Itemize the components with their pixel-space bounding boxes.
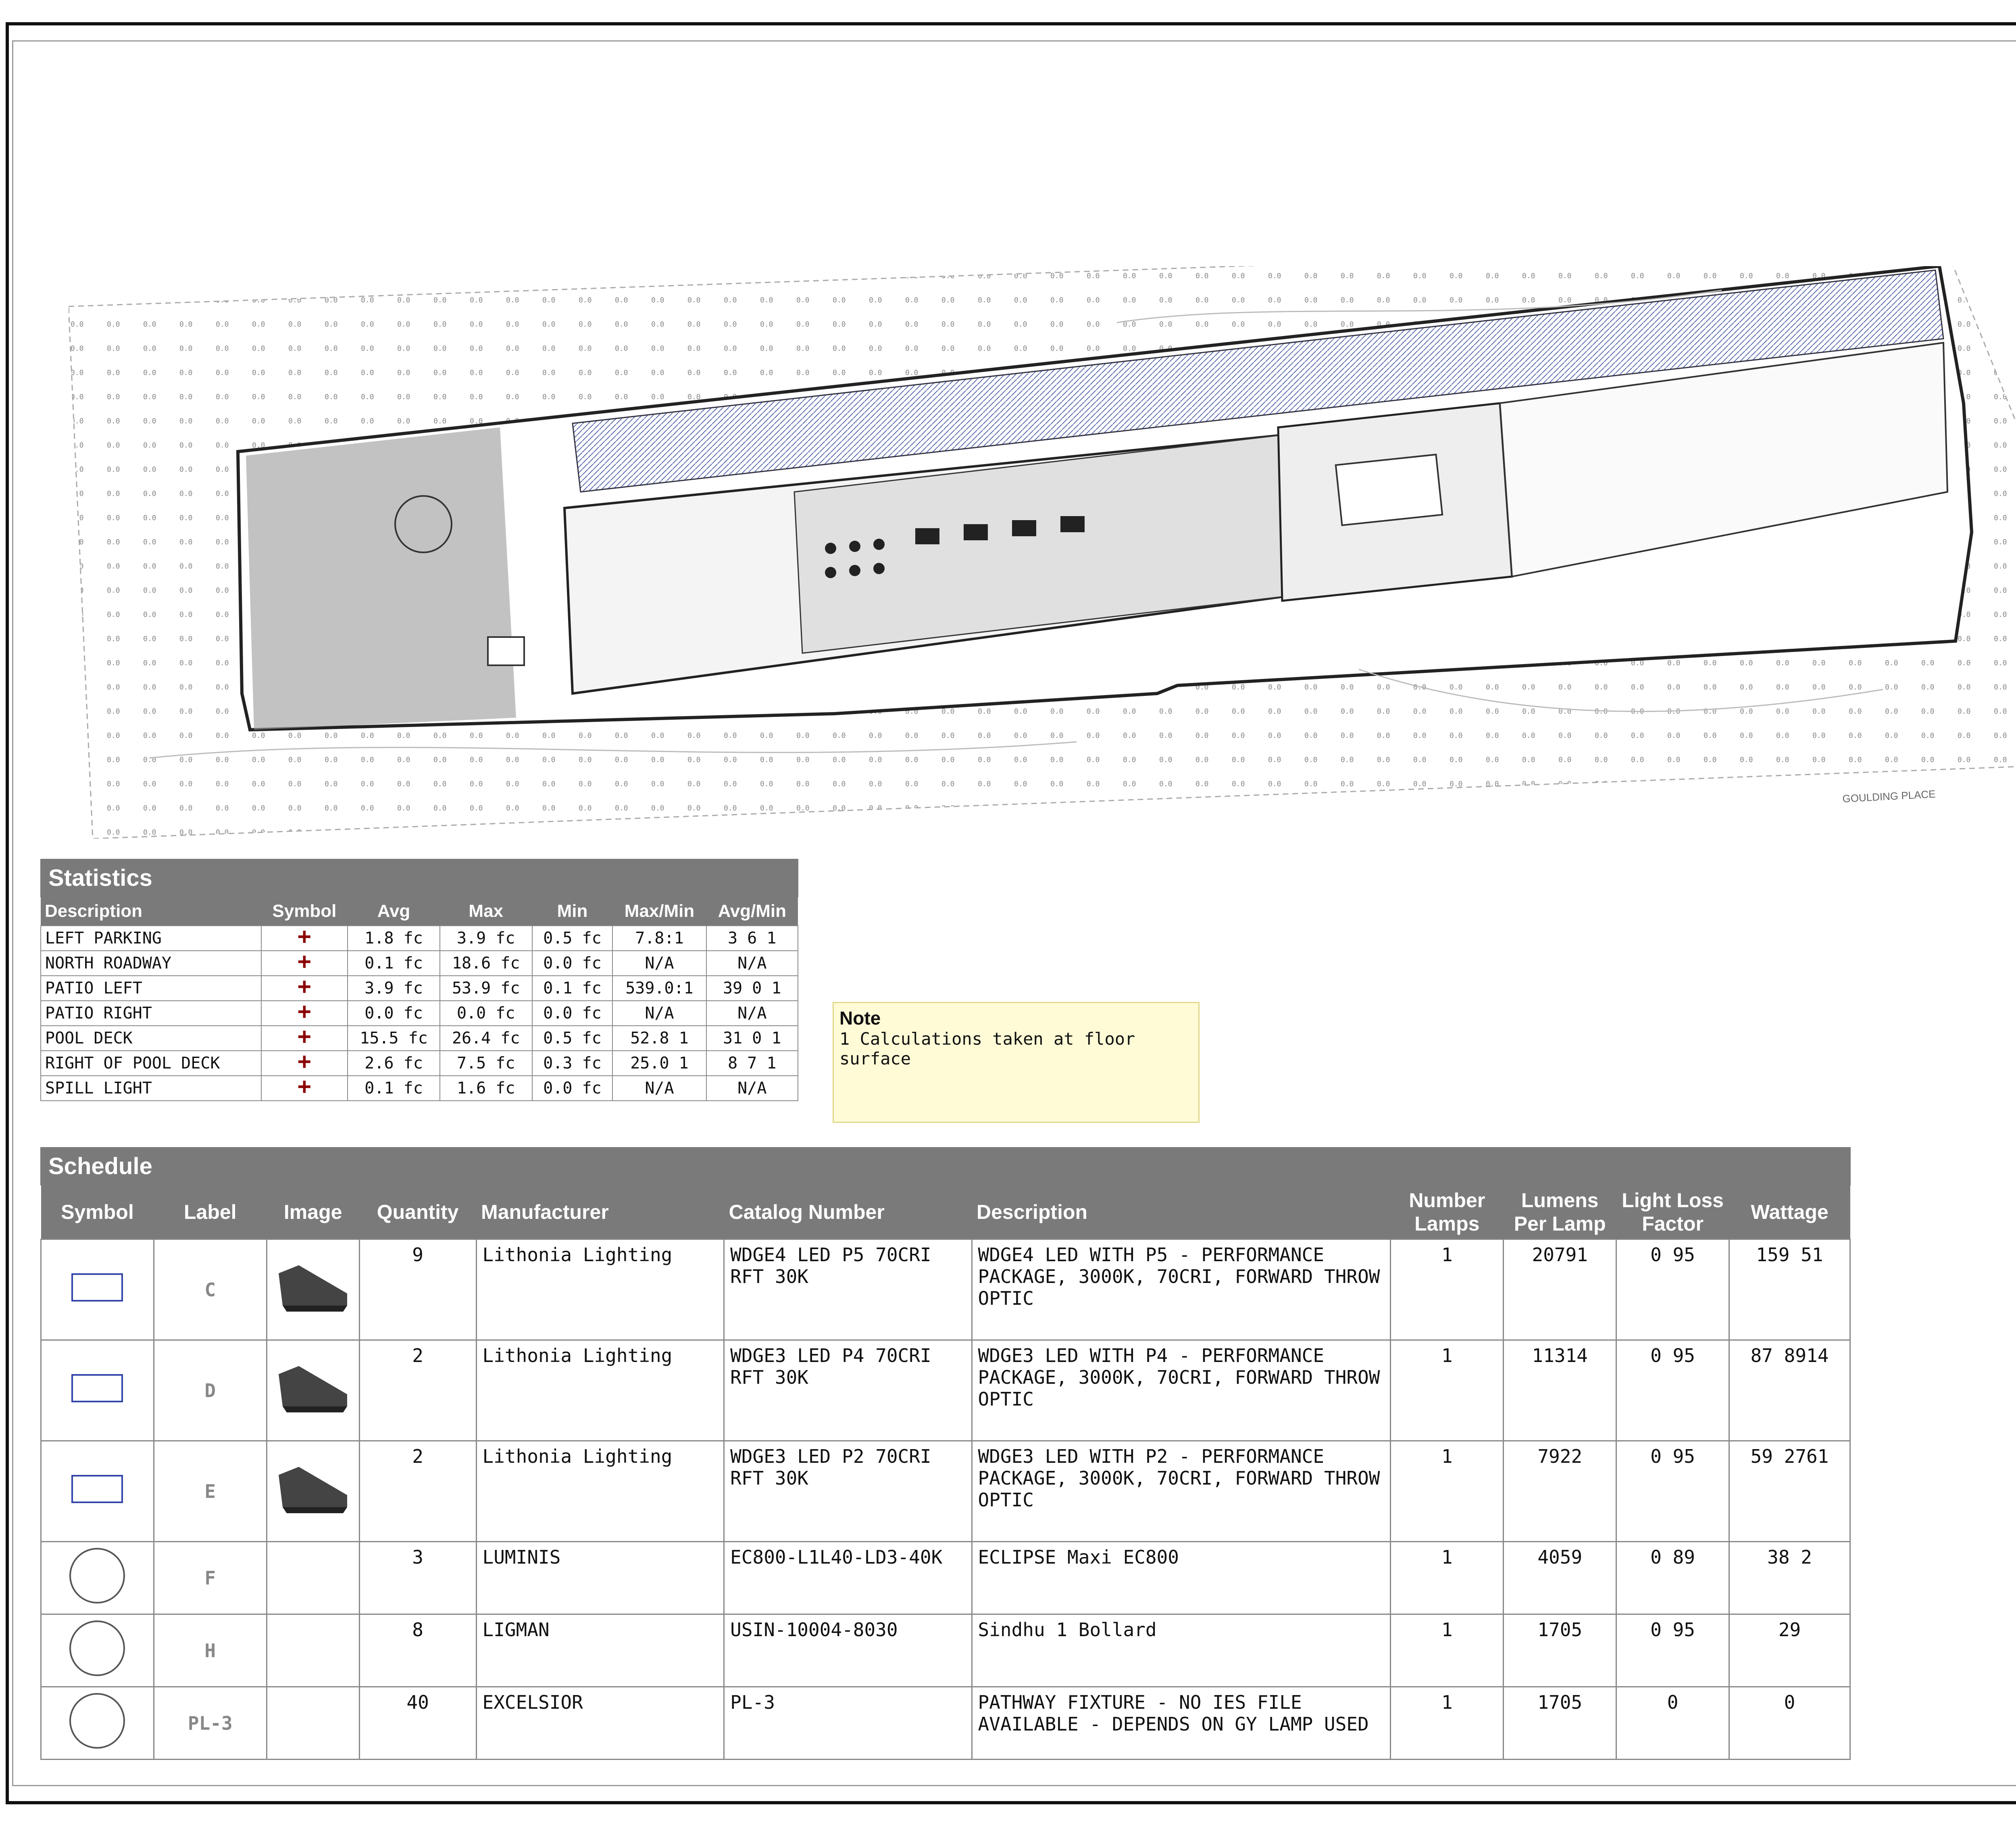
stat-avg: 15.5 fc <box>360 1029 428 1048</box>
col-lumens-l2: Per Lamp <box>1514 1212 1606 1235</box>
stat-max-cell <box>440 926 532 951</box>
col-lumens-l1: Lumens <box>1521 1189 1599 1212</box>
stat-avg-cell <box>348 1051 440 1076</box>
col-min: Min <box>532 897 613 926</box>
fixture-manufacturer: LUMINIS <box>476 1542 724 1614</box>
fixture-catalog-number: EC800-L1L40-LD3-40K <box>724 1542 972 1614</box>
circle-symbol-icon <box>69 1548 125 1604</box>
stat-avg-min-cell <box>706 1026 798 1051</box>
stat-avg-min-cell <box>706 926 798 951</box>
fixture-image <box>267 1614 359 1687</box>
fixture-catalog-number: WDGE3 LED P4 70CRI RFT 30K <box>724 1340 972 1441</box>
stat-symbol: + <box>298 923 311 950</box>
stat-min-cell <box>532 1026 613 1051</box>
schedule-header-row <box>41 1185 1850 1239</box>
stat-min: 0.0 fc <box>543 1079 602 1098</box>
fixture-description: Sindhu 1 Bollard <box>972 1614 1391 1687</box>
rectangle-symbol-icon <box>71 1374 123 1402</box>
stat-description: PATIO LEFT <box>45 979 142 998</box>
stat-description: POOL DECK <box>45 1029 133 1048</box>
wallpack-icon <box>275 1257 351 1318</box>
stat-avg-min-cell <box>706 1076 798 1101</box>
stat-max-cell <box>440 1026 532 1051</box>
fixture-image <box>267 1687 359 1760</box>
fixture-light-loss-factor: 0 89 <box>1616 1542 1729 1614</box>
stat-avg-cell <box>348 1076 440 1101</box>
fixture-catalog-number: USIN-10004-8030 <box>724 1614 972 1687</box>
fixture-wattage: 87 8914 <box>1729 1340 1850 1441</box>
stat-max-min: N/A <box>645 1004 674 1023</box>
fixture-light-loss-factor: 0 95 <box>1616 1614 1729 1687</box>
fixture-number-lamps: 1 <box>1391 1441 1504 1542</box>
fixture-manufacturer: Lithonia Lighting <box>476 1441 724 1542</box>
stat-avg-min: 39 0 1 <box>723 979 781 998</box>
fixture-label: PL-3 <box>154 1687 267 1760</box>
fixture-description: WDGE3 LED WITH P2 - PERFORMANCE PACKAGE, 3000K, 70CRI, FORWARD THROW OPTIC <box>972 1441 1391 1542</box>
stat-max-cell <box>440 1076 532 1101</box>
fixture-number-lamps: 1 <box>1391 1542 1504 1614</box>
col-lumens <box>1504 1185 1616 1239</box>
col-manufacturer: Manufacturer <box>476 1185 724 1239</box>
stat-max-cell <box>440 1051 532 1076</box>
statistics-row <box>41 951 798 976</box>
rectangle-symbol-icon <box>71 1273 123 1302</box>
stat-min: 0.5 fc <box>543 1029 602 1048</box>
fixture-quantity: 8 <box>359 1614 476 1687</box>
stat-min-cell <box>532 1051 613 1076</box>
stat-description-cell <box>41 926 261 951</box>
pool <box>1336 454 1442 525</box>
fixture-quantity: 3 <box>359 1542 476 1614</box>
statistics-row <box>41 926 798 951</box>
parking-structure <box>488 637 524 665</box>
fixture-number-lamps: 1 <box>1391 1614 1504 1687</box>
fixture-description: WDGE3 LED WITH P4 - PERFORMANCE PACKAGE, 3000K, 70CRI, FORWARD THROW OPTIC <box>972 1340 1391 1441</box>
fixture-manufacturer: LIGMAN <box>476 1614 724 1687</box>
statistics-table <box>40 897 798 1101</box>
fixture-light-loss-factor: 0 95 <box>1616 1340 1729 1441</box>
fixture-label: H <box>154 1614 267 1687</box>
stat-symbol: + <box>298 1023 311 1050</box>
col-max: Max <box>440 897 532 926</box>
statistics-title: Statistics <box>40 859 798 897</box>
stat-max: 26.4 fc <box>452 1029 520 1048</box>
fixture-quantity: 2 <box>359 1340 476 1441</box>
fixture-symbol <box>41 1614 154 1687</box>
fixture-light-loss-factor: 0 <box>1616 1687 1729 1760</box>
stat-description: LEFT PARKING <box>45 929 162 948</box>
fixture-symbol <box>41 1239 154 1340</box>
stat-max-cell <box>440 976 532 1001</box>
fixture-image <box>267 1340 359 1441</box>
col-avg-min: Avg/Min <box>706 897 798 926</box>
col-number-lamps <box>1391 1185 1504 1239</box>
stat-min-cell <box>532 976 613 1001</box>
col-image: Image <box>267 1185 359 1239</box>
stat-avg: 0.1 fc <box>364 1079 423 1098</box>
stat-symbol-cell <box>261 923 348 951</box>
fixture-symbol <box>41 1441 154 1542</box>
fixture-wattage: 159 51 <box>1729 1239 1850 1340</box>
rectangle-symbol-icon <box>71 1475 123 1503</box>
stat-avg: 3.9 fc <box>364 979 423 998</box>
schedule-row <box>41 1441 1850 1542</box>
fixture-light-loss-factor: 0 95 <box>1616 1239 1729 1340</box>
stat-avg: 0.0 fc <box>364 1004 423 1023</box>
stat-max: 0.0 fc <box>456 1004 515 1023</box>
stat-avg-min: 8 7 1 <box>728 1054 777 1073</box>
stat-min: 0.0 fc <box>543 954 602 973</box>
fixture-image <box>267 1542 359 1614</box>
stat-avg-cell <box>348 976 440 1001</box>
statistics-header-row <box>41 897 798 926</box>
note-title: Note <box>839 1008 881 1029</box>
stat-avg-min-cell <box>706 1001 798 1026</box>
stat-description: RIGHT OF POOL DECK <box>45 1054 220 1073</box>
stat-symbol-cell <box>261 973 348 1001</box>
stat-avg-min-cell <box>706 951 798 976</box>
wallpack-icon <box>275 1358 351 1418</box>
fixture-label: D <box>154 1340 267 1441</box>
stat-max-min-cell <box>612 1001 706 1026</box>
stat-symbol-cell <box>261 1023 348 1051</box>
stat-min: 0.5 fc <box>543 929 602 948</box>
stat-min-cell <box>532 951 613 976</box>
statistics-row <box>41 1076 798 1101</box>
stat-max-min: 7.8:1 <box>635 929 684 948</box>
fixture-lumens: 1705 <box>1504 1614 1616 1687</box>
stat-max-min: 52.8 1 <box>630 1029 689 1048</box>
schedule-panel <box>40 1147 1851 1760</box>
fixture-light-loss-factor: 0 95 <box>1616 1441 1729 1542</box>
stat-description-cell <box>41 951 261 976</box>
stat-max-min: 25.0 1 <box>630 1054 689 1073</box>
stat-symbol: + <box>298 948 311 975</box>
fixture-symbol <box>41 1687 154 1760</box>
fixture-number-lamps: 1 <box>1391 1340 1504 1441</box>
fixture-wattage: 59 2761 <box>1729 1441 1850 1542</box>
col-label: Label <box>154 1185 267 1239</box>
col-avg: Avg <box>348 897 440 926</box>
statistics-row <box>41 1026 798 1051</box>
fixture-catalog-number: WDGE4 LED P5 70CRI RFT 30K <box>724 1239 972 1340</box>
fixture-number-lamps: 1 <box>1391 1687 1504 1760</box>
col-max-min: Max/Min <box>612 897 706 926</box>
stat-description-cell <box>41 1001 261 1026</box>
stat-avg-cell <box>348 926 440 951</box>
fixture-lumens: 7922 <box>1504 1441 1616 1542</box>
statistics-row <box>41 1051 798 1076</box>
stat-avg-min: N/A <box>737 954 767 973</box>
stat-min: 0.1 fc <box>543 979 602 998</box>
stat-min: 0.0 fc <box>543 1004 602 1023</box>
stat-avg: 0.1 fc <box>364 954 423 973</box>
circle-symbol-icon <box>69 1693 125 1749</box>
fixture-symbol <box>41 1542 154 1614</box>
col-light-loss <box>1616 1185 1729 1239</box>
col-symbol: Symbol <box>41 1185 154 1239</box>
fixture-manufacturer: Lithonia Lighting <box>476 1340 724 1441</box>
stat-description: PATIO RIGHT <box>45 1004 152 1023</box>
stat-avg-min-cell <box>706 976 798 1001</box>
schedule-table <box>40 1185 1851 1760</box>
col-catalog: Catalog Number <box>724 1185 972 1239</box>
fixture-wattage: 0 <box>1729 1687 1850 1760</box>
fixture-label: C <box>154 1239 267 1340</box>
stat-max: 7.5 fc <box>456 1054 515 1073</box>
stat-avg-cell <box>348 951 440 976</box>
col-light-loss-l1: Light Loss <box>1622 1189 1724 1212</box>
col-description: Description <box>41 897 261 926</box>
col-number-lamps-l2: Lamps <box>1414 1212 1480 1235</box>
stat-min: 0.3 fc <box>543 1054 602 1073</box>
stat-description: SPILL LIGHT <box>45 1079 152 1098</box>
stat-avg-min: 3 6 1 <box>728 929 777 948</box>
fixture-label: F <box>154 1542 267 1614</box>
fixture-catalog-number: PL-3 <box>724 1687 972 1760</box>
stat-max-cell <box>440 1001 532 1026</box>
schedule-row <box>41 1340 1850 1441</box>
fixture-lumens: 11314 <box>1504 1340 1616 1441</box>
stat-symbol-cell <box>261 1073 348 1101</box>
stat-max-min-cell <box>612 1051 706 1076</box>
schedule-title: Schedule <box>40 1147 1851 1185</box>
stat-symbol: + <box>298 1073 311 1100</box>
stat-avg-cell <box>348 1001 440 1026</box>
stat-symbol-cell <box>261 948 348 976</box>
col-description: Description <box>972 1185 1391 1239</box>
stat-max: 53.9 fc <box>452 979 520 998</box>
stat-avg: 2.6 fc <box>364 1054 423 1073</box>
fixture-lumens: 4059 <box>1504 1542 1616 1614</box>
stat-avg-min: 31 0 1 <box>723 1029 781 1048</box>
stat-avg-min: N/A <box>737 1079 767 1098</box>
left-parking-area <box>246 427 516 730</box>
fixture-manufacturer: Lithonia Lighting <box>476 1239 724 1340</box>
circle-symbol-icon <box>69 1620 125 1676</box>
col-quantity: Quantity <box>359 1185 476 1239</box>
stat-avg: 1.8 fc <box>364 929 423 948</box>
stat-description-cell <box>41 1051 261 1076</box>
fixture-wattage: 38 2 <box>1729 1542 1850 1614</box>
stat-max-min-cell <box>612 951 706 976</box>
fixture-wattage: 29 <box>1729 1614 1850 1687</box>
stat-avg-cell <box>348 1026 440 1051</box>
fixture-description: ECLIPSE Maxi EC800 <box>972 1542 1391 1614</box>
fixture-catalog-number: WDGE3 LED P2 70CRI RFT 30K <box>724 1441 972 1542</box>
fixture-quantity: 40 <box>359 1687 476 1760</box>
stat-min-cell <box>532 1076 613 1101</box>
fixture-lumens: 1705 <box>1504 1687 1616 1760</box>
stat-max-min-cell <box>612 1026 706 1051</box>
fixture-quantity: 2 <box>359 1441 476 1542</box>
stat-max-min: 539.0:1 <box>625 979 694 998</box>
stat-symbol: + <box>298 1048 311 1075</box>
fixture-symbol <box>41 1340 154 1441</box>
stat-avg-min: N/A <box>737 1004 767 1023</box>
stat-description-cell <box>41 1076 261 1101</box>
stat-max: 3.9 fc <box>456 929 515 948</box>
statistics-panel <box>40 859 798 1101</box>
fixture-lumens: 20791 <box>1504 1239 1616 1340</box>
fixture-number-lamps: 1 <box>1391 1239 1504 1340</box>
stat-symbol-cell <box>261 1048 348 1076</box>
stat-min-cell <box>532 926 613 951</box>
col-wattage: Wattage <box>1729 1185 1850 1239</box>
fixture-description: PATHWAY FIXTURE - NO IES FILE AVAILABLE - DEPENDS ON GY LAMP USED <box>972 1687 1391 1760</box>
statistics-row <box>41 1001 798 1026</box>
fixture-label: E <box>154 1441 267 1542</box>
fixture-image <box>267 1441 359 1542</box>
schedule-row <box>41 1614 1850 1687</box>
schedule-row <box>41 1687 1850 1760</box>
col-number-lamps-l1: Number <box>1409 1189 1485 1212</box>
col-light-loss-l2: Factor <box>1642 1212 1704 1235</box>
schedule-row <box>41 1239 1850 1340</box>
statistics-row <box>41 976 798 1001</box>
stat-max-min-cell <box>612 1076 706 1101</box>
stat-avg-min-cell <box>706 1051 798 1076</box>
col-symbol: Symbol <box>261 897 348 926</box>
stat-symbol: + <box>298 998 311 1025</box>
stat-max-min-cell <box>612 926 706 951</box>
stat-max-cell <box>440 951 532 976</box>
note-text: 1 Calculations taken at floor surface <box>839 1029 1135 1068</box>
stat-symbol: + <box>298 973 311 1000</box>
wallpack-icon <box>275 1459 351 1519</box>
stat-description-cell <box>41 1026 261 1051</box>
schedule-row <box>41 1542 1850 1614</box>
stat-symbol-cell <box>261 998 348 1026</box>
fixture-description: WDGE4 LED WITH P5 - PERFORMANCE PACKAGE, 3000K, 70CRI, FORWARD THROW OPTIC <box>972 1239 1391 1340</box>
stat-max: 1.6 fc <box>456 1079 515 1098</box>
stat-description-cell <box>41 976 261 1001</box>
stat-max-min: N/A <box>645 1079 674 1098</box>
road-label: GOULDING PLACE <box>1842 787 1936 805</box>
stat-max-min-cell <box>612 976 706 1001</box>
fixture-quantity: 9 <box>359 1239 476 1340</box>
site-photometric-plan <box>69 266 2016 839</box>
stat-description: NORTH ROADWAY <box>45 954 172 973</box>
stat-max-min: N/A <box>645 954 674 973</box>
stat-min-cell <box>532 1001 613 1026</box>
fixture-image <box>267 1239 359 1340</box>
fixture-manufacturer: EXCELSIOR <box>476 1687 724 1760</box>
note-box <box>833 1002 1200 1123</box>
stat-max: 18.6 fc <box>452 954 520 973</box>
